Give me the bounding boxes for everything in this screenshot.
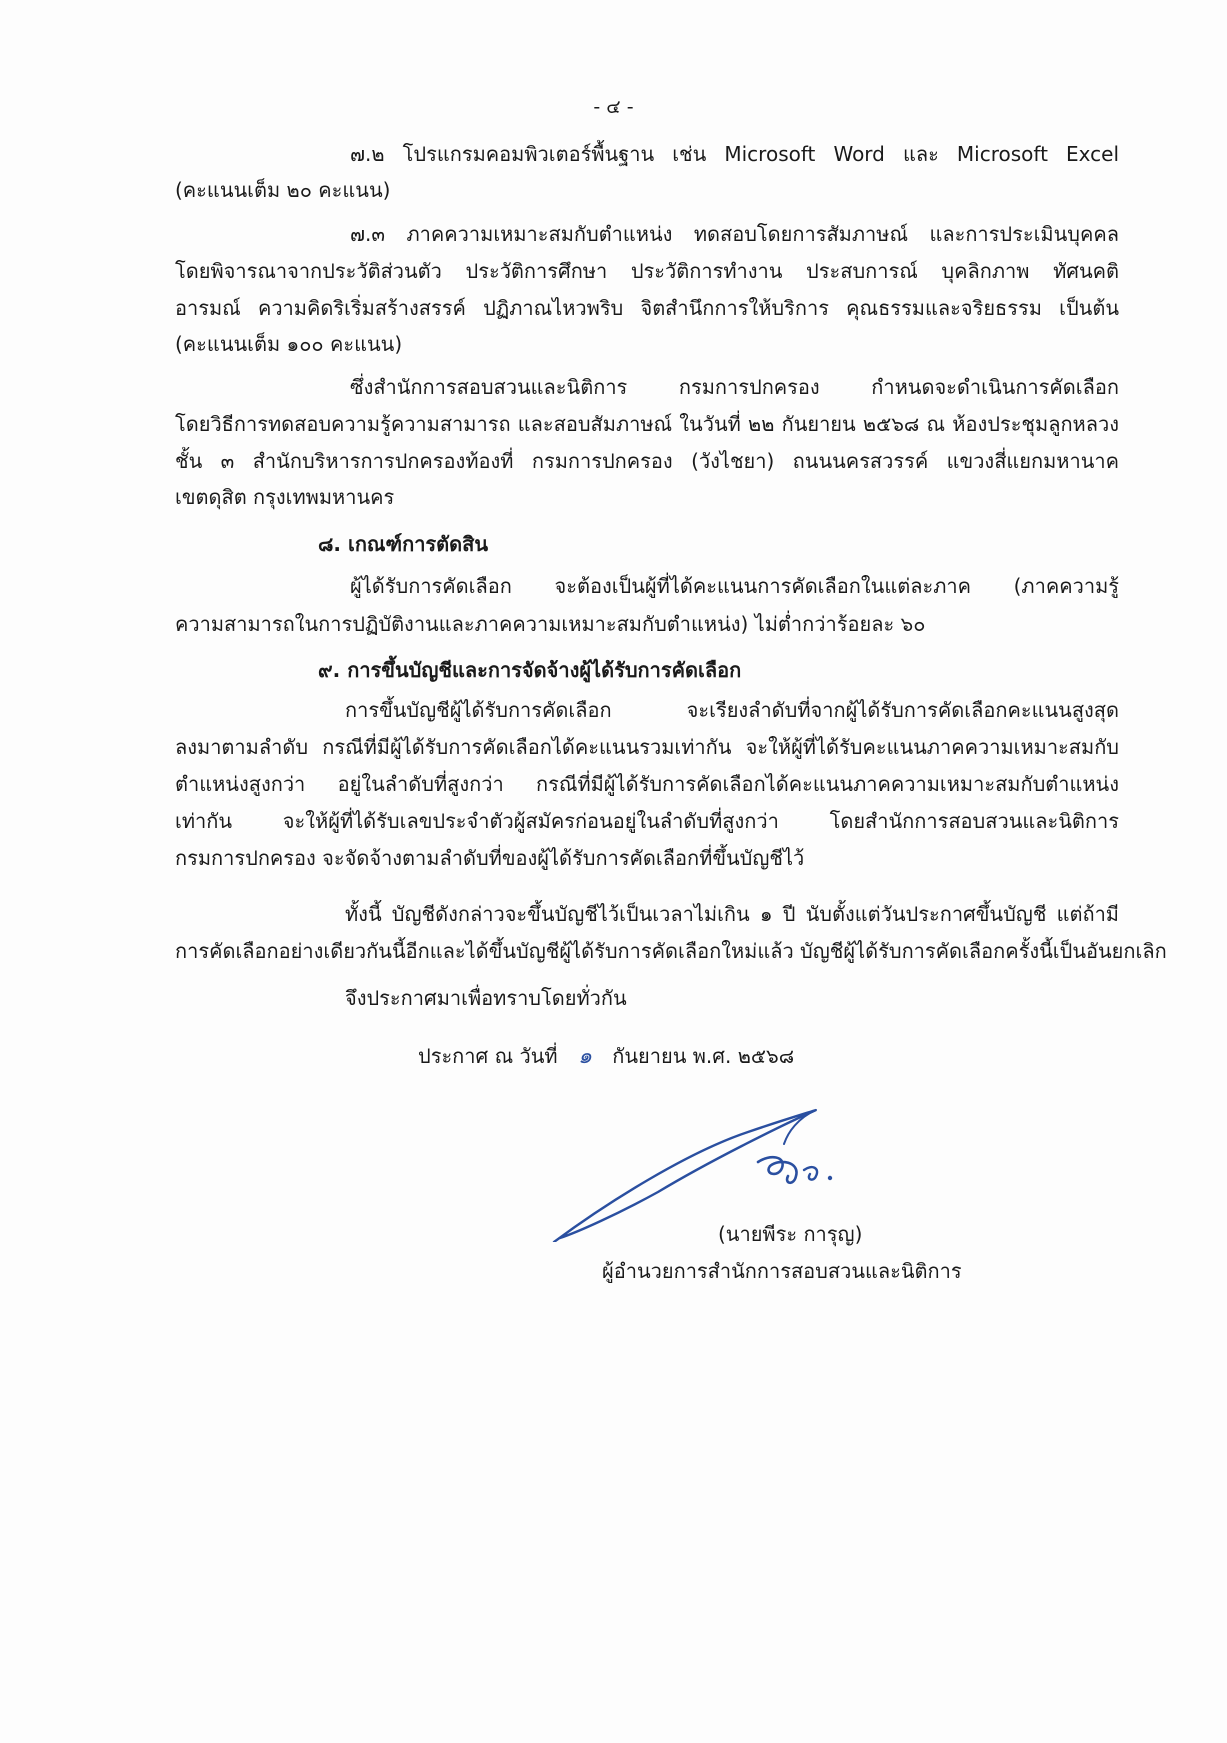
section-8-heading: ๘. เกณฑ์การตัดสิน <box>318 532 489 556</box>
section-8-line-1: ผู้ได้รับการคัดเลือก จะต้องเป็นผู้ที่ได้คะแนนการคัดเลือกในแต่ละภาค (ภาคความรู้ <box>350 574 1119 598</box>
section-9-line-5: กรมการปกครอง จะจัดจ้างตามลำดับที่ของผู้ได้รับการคัดเลือกที่ขึ้นบัญชีไว้ <box>175 846 805 870</box>
schedule-line-4: เขตดุสิต กรุงเทพมหานคร <box>175 485 395 509</box>
section-9-line-4: เท่ากัน จะให้ผู้ที่ได้รับเลขประจำตัวผู้สมัครก่อนอยู่ในลำดับที่สูงกว่า โดยสำนักการสอบสวนและนิติการ <box>175 809 1119 833</box>
announcement-prefix: ประกาศ ณ วันที่ <box>418 1044 558 1068</box>
section-9-line-1: การขึ้นบัญชีผู้ได้รับการคัดเลือก จะเรียงลำดับที่จากผู้ได้รับการคัดเลือกคะแนนสูงสุด <box>345 698 1119 722</box>
section-7-3-line-1: ๗.๓ ภาคความเหมาะสมกับตำแหน่ง ทดสอบโดยการสัมภาษณ์ และการประเมินบุคคล <box>350 222 1119 246</box>
schedule-line-1: ซึ่งสำนักการสอบสวนและนิติการ กรมการปกครอง กำหนดจะดำเนินการคัดเลือก <box>350 375 1119 399</box>
signer-name: (นายพีระ การุญ) <box>718 1222 863 1246</box>
section-7-3-line-4: (คะแนนเต็ม ๑๐๐ คะแนน) <box>175 332 403 356</box>
section-7-2-line-2: (คะแนนเต็ม ๒๐ คะแนน) <box>175 178 391 202</box>
signer-title: ผู้อำนวยการสำนักการสอบสวนและนิติการ <box>602 1259 962 1283</box>
schedule-line-2: โดยวิธีการทดสอบความรู้ความสามารถ และสอบสัมภาษณ์ ในวันที่ ๒๒ กันยายน ๒๕๖๘ ณ ห้องประชุมลูกหลวง <box>175 412 1119 436</box>
closing-text: จึงประกาศมาเพื่อทราบโดยทั่วกัน <box>345 986 627 1010</box>
section-8-line-2: ความสามารถในการปฏิบัติงานและภาคความเหมาะสมกับตำแหน่ง) ไม่ต่ำกว่าร้อยละ ๖๐ <box>175 612 926 636</box>
announcement-day: ๑ <box>577 1044 592 1069</box>
page-number: - ๔ - <box>593 96 634 118</box>
announcement-date <box>418 1038 794 1073</box>
schedule-line-3: ชั้น ๓ สำนักบริหารการปกครองท้องที่ กรมการปกครอง (วังไชยา) ถนนนครสวรรค์ แขวงสี่แยกมหานาค <box>175 449 1119 473</box>
section-9-line-3: ตำแหน่งสูงกว่า อยู่ในลำดับที่สูงกว่า กรณีที่มีผู้ได้รับการคัดเลือกได้คะแนนภาคความเหมาะสมกับตำแหน่ง <box>175 772 1119 796</box>
section-9-line-2: ลงมาตามลำดับ กรณีที่มีผู้ได้รับการคัดเลือกได้คะแนนรวมเท่ากัน จะให้ผู้ที่ได้รับคะแนนภาคความเหมาะสมกับ <box>175 735 1119 759</box>
section-9-heading: ๙. การขึ้นบัญชีและการจัดจ้างผู้ได้รับการคัดเลือก <box>318 658 742 682</box>
section-7-3-line-3: อารมณ์ ความคิดริเริ่มสร้างสรรค์ ปฏิภาณไหวพริบ จิตสำนึกการให้บริการ คุณธรรมและจริยธรรม เป็นต้น <box>175 296 1119 320</box>
announcement-month-year: กันยายน พ.ศ. ๒๕๖๘ <box>612 1044 795 1068</box>
section-9-p2-line-2: การคัดเลือกอย่างเดียวกันนี้อีกและได้ขึ้นบัญชีผู้ได้รับการคัดเลือกใหม่แล้ว บัญชีผู้ได้รับการคัดเลือกครั้งนี้เป็นอันยกเลิก <box>175 939 1167 963</box>
section-7-2-line-1: ๗.๒ โปรแกรมคอมพิวเตอร์พื้นฐาน เช่น Microsoft Word และ Microsoft Excel <box>350 142 1119 166</box>
section-7-3-line-2: โดยพิจารณาจากประวัติส่วนตัว ประวัติการศึกษา ประวัติการทำงาน ประสบการณ์ บุคลิกภาพ ทัศนคติ <box>175 259 1119 283</box>
section-9-p2-line-1: ทั้งนี้ บัญชีดังกล่าวจะขึ้นบัญชีไว้เป็นเวลาไม่เกิน ๑ ปี นับตั้งแต่วันประกาศขึ้นบัญชี แต่ถ้ามี <box>345 902 1119 926</box>
